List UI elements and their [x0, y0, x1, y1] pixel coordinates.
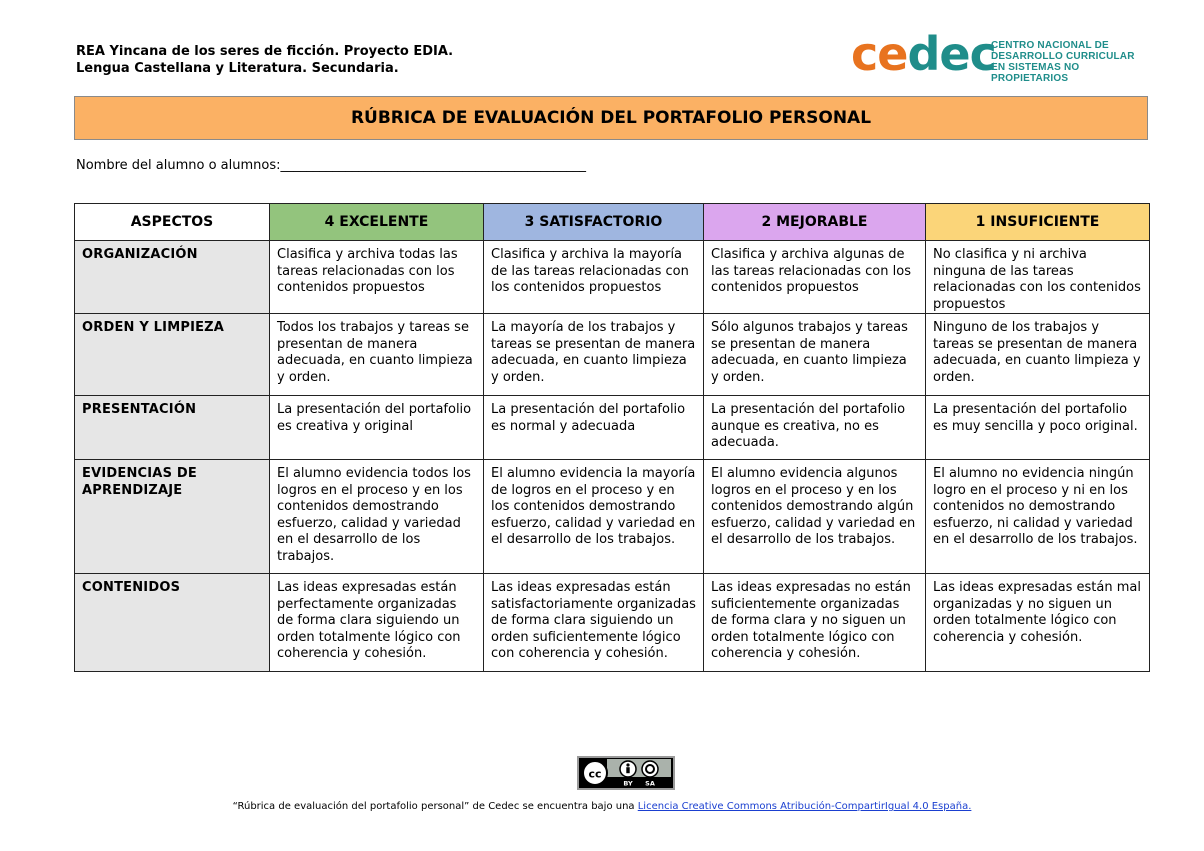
cc-by-sa-icon	[579, 758, 673, 788]
header-aspectos: ASPECTOS	[75, 204, 270, 241]
cedec-logo-subtitle	[991, 40, 1151, 84]
rubric-cell: Clasifica y archiva la mayoría de las tareas relacionadas con los contenidos propuestos	[484, 241, 704, 314]
rubric-cell: La presentación del portafolio es normal y adecuada	[484, 396, 704, 460]
rubric-cell: El alumno evidencia algunos logros en el proceso y en los contenidos demostrando algún esfuerzo, calidad y variedad en el desarrollo de los trabajos.	[704, 460, 926, 574]
aspect-evidencias: EVIDENCIAS DE APRENDIZAJE	[75, 460, 270, 574]
rubric-cell: Ninguno de los trabajos y tareas se presentan de manera adecuada, en cuanto limpieza y orden.	[926, 314, 1150, 396]
table-row	[75, 396, 1150, 460]
license-link[interactable]: Licencia Creative Commons Atribución-CompartirIgual 4.0 España.	[637, 801, 972, 812]
document-header	[76, 43, 453, 77]
aspect-organizacion: ORGANIZACIÓN	[75, 241, 270, 314]
cc-license-badge[interactable]	[577, 756, 675, 790]
rubric-cell: Sólo algunos trabajos y tareas se presentan de manera adecuada, en cuanto limpieza y orden.	[704, 314, 926, 396]
table-row	[75, 574, 1150, 672]
logo-sub-line-3: EN SISTEMAS NO PROPIETARIOS	[991, 62, 1080, 84]
rubric-cell: El alumno evidencia todos los logros en el proceso y en los contenidos demostrando esfuerzo, calidad y variedad en el desarrollo de los trabajos.	[270, 460, 484, 574]
logo-sub-line-1: CENTRO NACIONAL DE	[991, 40, 1109, 51]
header-insuficiente: 1 INSUFICIENTE	[926, 204, 1150, 241]
rubric-cell: El alumno evidencia la mayoría de logros en el proceso y en los contenidos demostrando esfuerzo, calidad y variedad en el desarrollo de los trabajos.	[484, 460, 704, 574]
cedec-logo-word	[851, 28, 996, 80]
rubric-cell: El alumno no evidencia ningún logro en el proceso y ni en los contenidos no demostrando esfuerzo, ni calidad y variedad en el desarrollo de los trabajos.	[926, 460, 1150, 574]
rubric-cell: Clasifica y archiva algunas de las tareas relacionadas con los contenidos propuestos	[704, 241, 926, 314]
aspect-presentacion: PRESENTACIÓN	[75, 396, 270, 460]
cedec-logo	[851, 27, 1151, 84]
rubric-cell: La presentación del portafolio es muy sencilla y poco original.	[926, 396, 1150, 460]
header-line-1: REA Yincana de los seres de ficción. Proyecto EDIA.	[76, 44, 454, 59]
logo-sub-line-2: DESARROLLO CURRICULAR	[991, 51, 1135, 62]
table-row	[75, 241, 1150, 314]
cc-sa-label: SA	[645, 779, 655, 788]
rubric-header-row	[75, 204, 1150, 241]
header-satisfactorio: 3 SATISFACTORIO	[484, 204, 704, 241]
header-line-2: Lengua Castellana y Literatura. Secundaria.	[76, 61, 399, 76]
rubric-cell: La mayoría de los trabajos y tareas se presentan de manera adecuada, en cuanto limpieza y orden.	[484, 314, 704, 396]
license-notice	[0, 801, 1204, 812]
logo-word-part-2: dec	[907, 27, 996, 81]
rubric-cell: Todos los trabajos y tareas se presentan de manera adecuada, en cuanto limpieza y orden.	[270, 314, 484, 396]
table-row	[75, 314, 1150, 396]
cc-by-label: BY	[623, 779, 633, 788]
rubric-cell: Clasifica y archiva todas las tareas relacionadas con los contenidos propuestos	[270, 241, 484, 314]
rubric-cell: La presentación del portafolio es creativa y original	[270, 396, 484, 460]
rubric-cell: Las ideas expresadas están perfectamente organizadas de forma clara siguiendo un orden totalmente lógico con coherencia y cohesión.	[270, 574, 484, 672]
table-row	[75, 460, 1150, 574]
rubric-cell: La presentación del portafolio aunque es creativa, no es adecuada.	[704, 396, 926, 460]
student-name-field: Nombre del alumno o alumnos:_______________________________________________	[76, 158, 586, 173]
header-excelente: 4 EXCELENTE	[270, 204, 484, 241]
rubric-cell: Las ideas expresadas están satisfactoriamente organizadas de forma clara siguiendo un orden suficientemente lógico con coherencia y cohesión.	[484, 574, 704, 672]
rubric-cell: Las ideas expresadas están mal organizadas y no siguen un orden totalmente lógico con coherencia y cohesión.	[926, 574, 1150, 672]
header-mejorable: 2 MEJORABLE	[704, 204, 926, 241]
logo-word-part-1: ce	[851, 27, 908, 81]
rubric-table	[74, 203, 1150, 672]
aspect-orden-limpieza: ORDEN Y LIMPIEZA	[75, 314, 270, 396]
rubric-cell: Las ideas expresadas no están suficientemente organizadas de forma clara y no siguen un orden totalmente lógico con coherencia y cohesión.	[704, 574, 926, 672]
aspect-contenidos: CONTENIDOS	[75, 574, 270, 672]
license-text: “Rúbrica de evaluación del portafolio personal” de Cedec se encuentra bajo una	[232, 801, 638, 812]
svg-text:cc: cc	[588, 767, 602, 781]
rubric-title: RÚBRICA DE EVALUACIÓN DEL PORTAFOLIO PERSONAL	[74, 96, 1148, 140]
rubric-cell: No clasifica y ni archiva ninguna de las tareas relacionadas con los contenidos propuestos	[926, 241, 1150, 314]
